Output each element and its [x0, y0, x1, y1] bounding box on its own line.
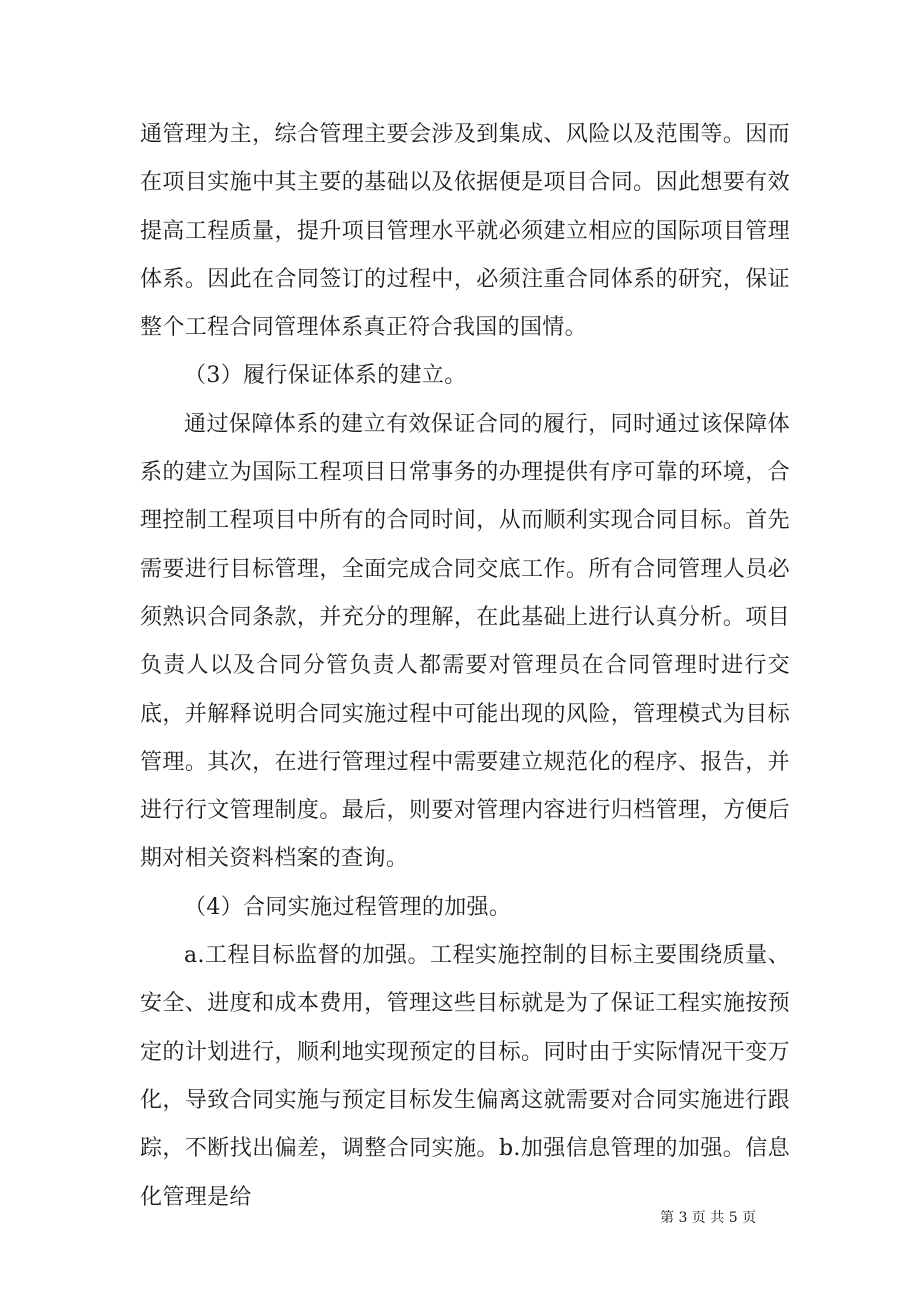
section-heading-3: （3）履行保证体系的建立。: [184, 363, 467, 389]
paragraph-implementation-management: a.工程目标监督的加强。工程实施控制的目标主要围绕质量、安全、进度和成本费用，管理这些目标就是为了保证工程实施按预定的计划进行，顺利地实现预定的目标。同时由于实际情况干变万化，导致合同实施与预定目标发生偏离这就需要对合同实施进行跟踪，不断找出偏差，调整合同实施。b.加强信息管理的加强。信息化管理是给: [140, 943, 790, 1210]
paragraph-performance-guarantee: 通过保障体系的建立有效保证合同的履行，同时通过该保障体系的建立为国际工程项目日常事务的办理提供有序可靠的环境，合理控制工程项目中所有的合同时间，从而顺利实现合同目标。首先需要进行目标管理，全面完成合同交底工作。所有合同管理人员必须熟识合同条款，并充分的理解，在此基础上进行认真分析。项目负责人以及合同分管负责人都需要对管理员在合同管理时进行交底，并解释说明合同实施过程中可能出现的风险，管理模式为目标管理。其次，在进行管理过程中需要建立规范化的程序、报告，并进行行文管理制度。最后，则要对管理内容进行归档管理，方便后期对相关资料档案的查询。: [140, 411, 790, 872]
document-body: [140, 111, 790, 1222]
section-heading-4: （4）合同实施过程管理的加强。: [184, 894, 512, 920]
paragraph-project-contract-system: 通管理为主，综合管理主要会涉及到集成、风险以及范围等。因而在项目实施中其主要的基础以及依据便是项目合同。因此想要有效提高工程质量，提升项目管理水平就必须建立相应的国际项目管理体系。因此在合同签订的过程中，必须注重合同体系的研究，保证整个工程合同管理体系真正符合我国的国情。: [140, 122, 790, 341]
page-number-footer: 第 3 页 共 5 页: [660, 1210, 757, 1226]
